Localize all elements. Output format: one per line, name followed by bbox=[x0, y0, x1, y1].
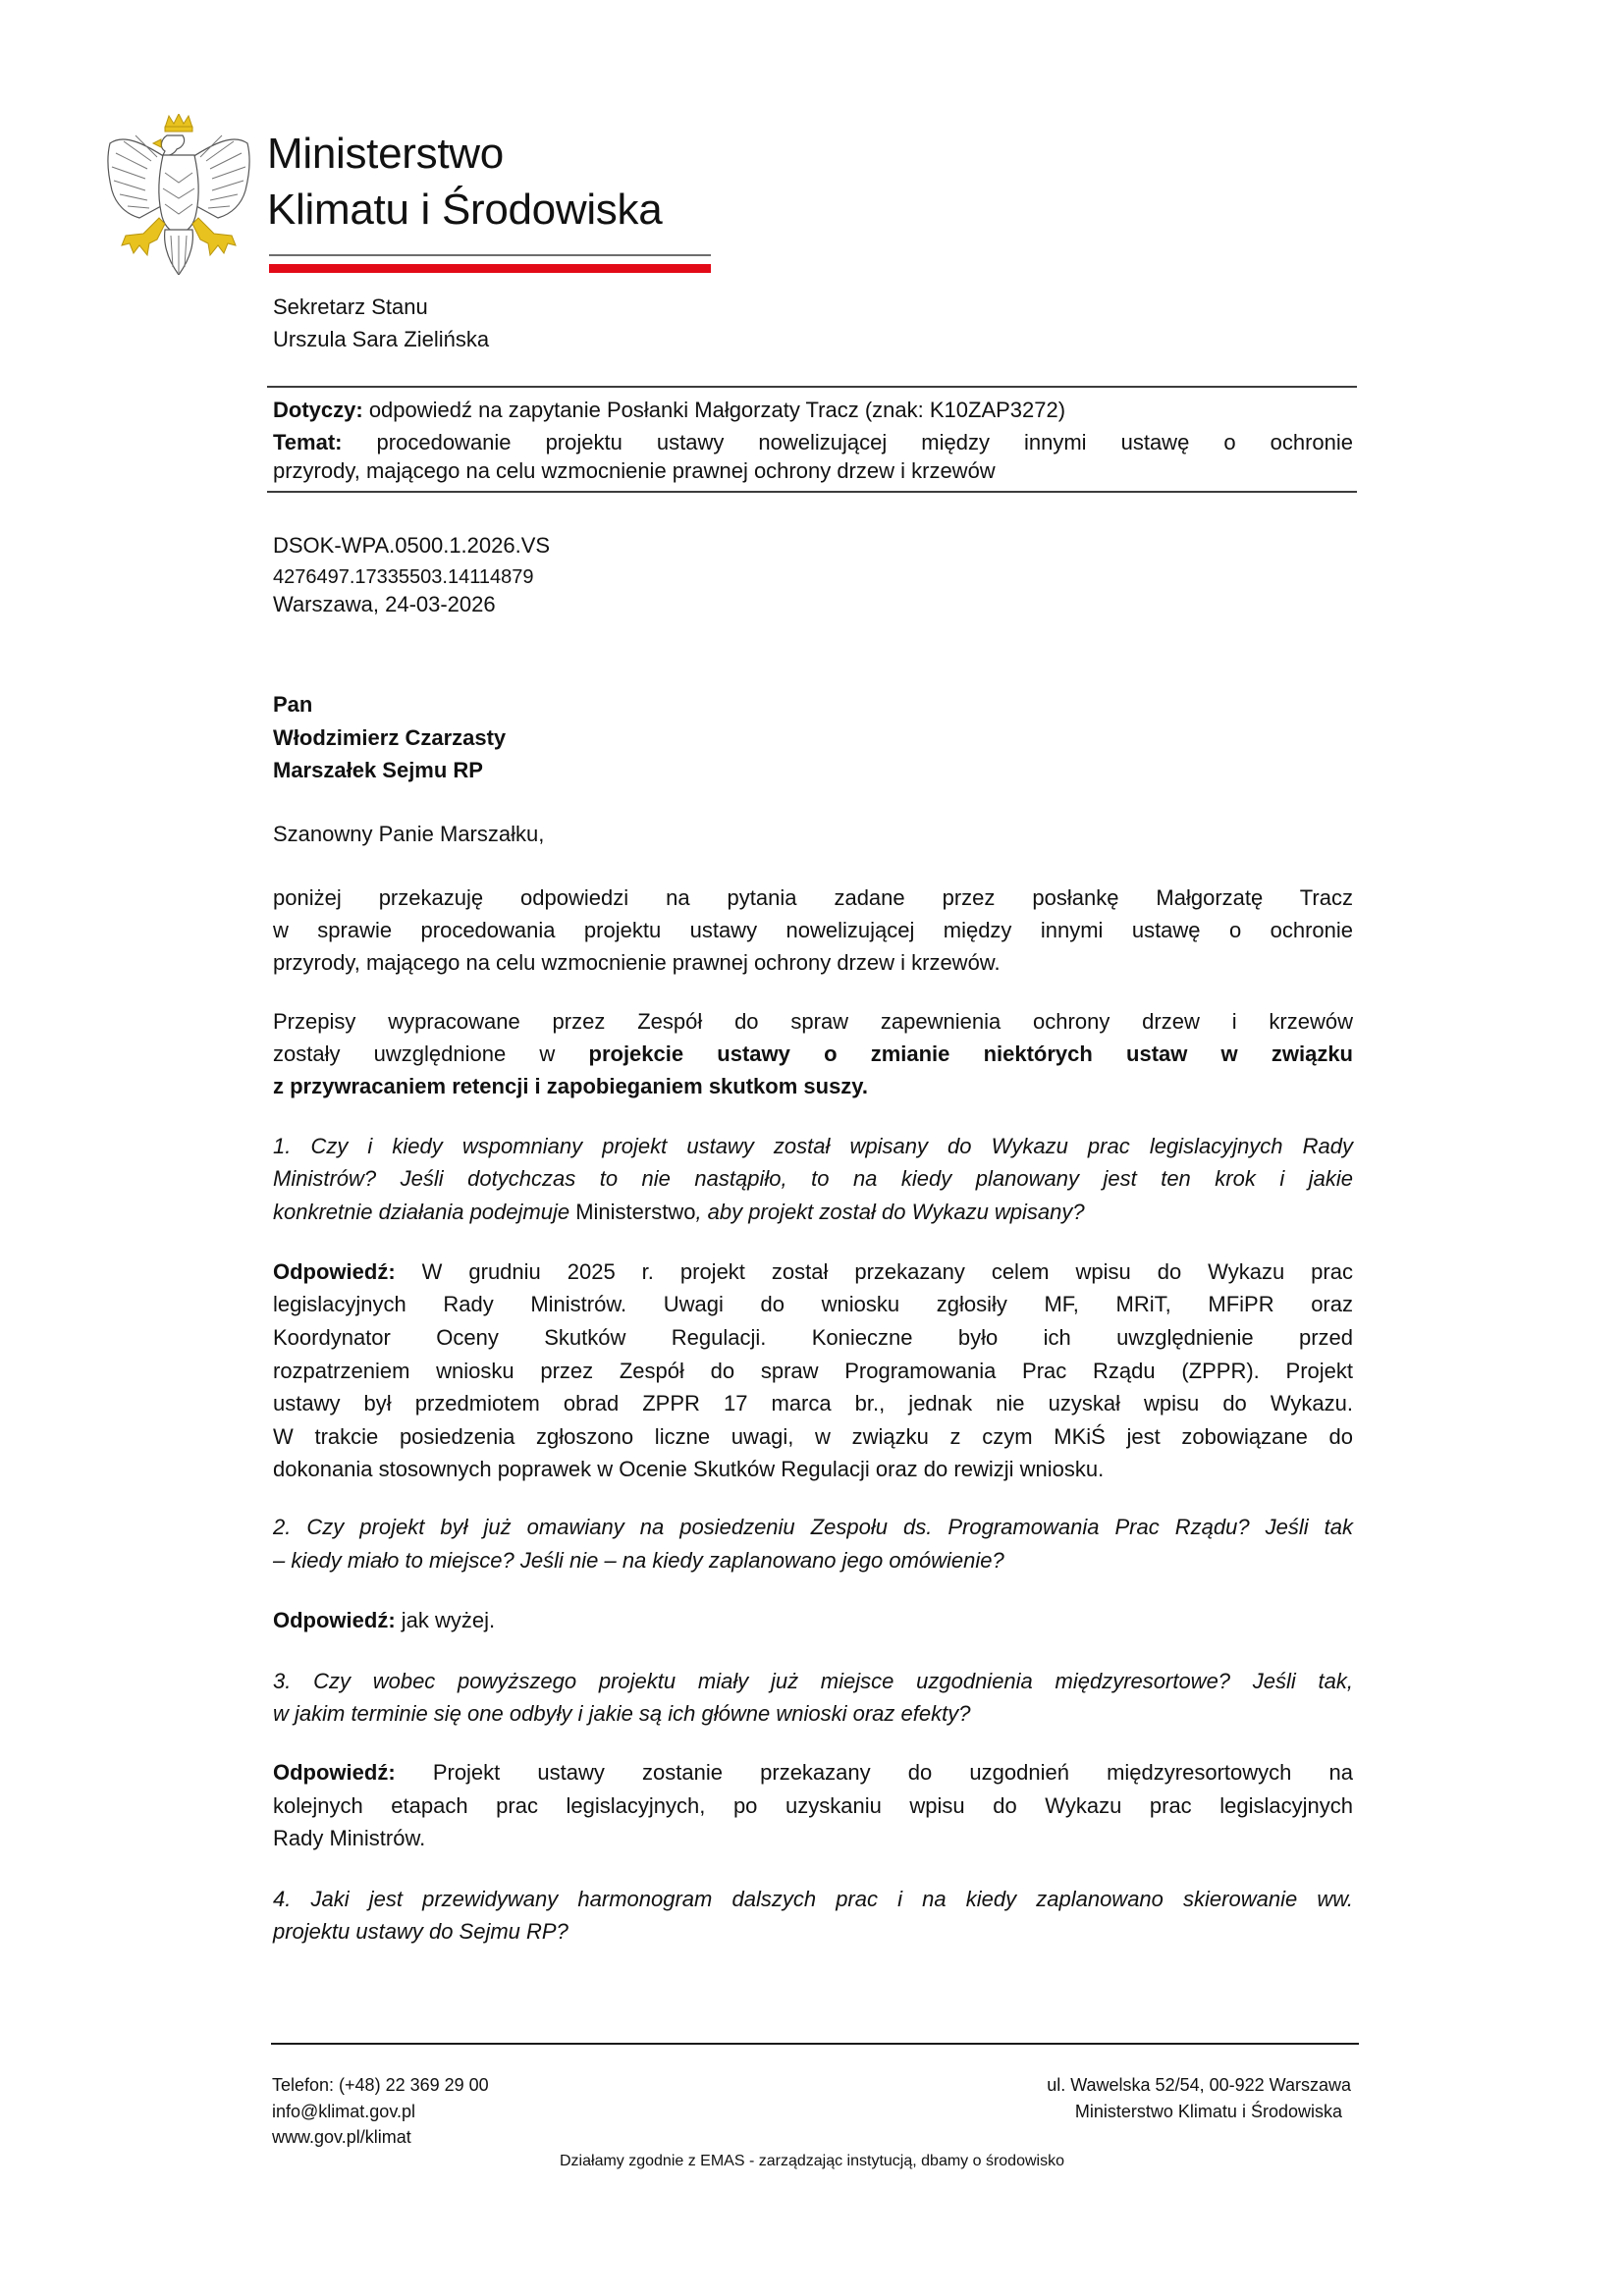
question-1-line bbox=[273, 1200, 1353, 1225]
temat-text-line1: procedowanie projektu ustawy nowelizującej między innymi ustawę o ochronie bbox=[376, 430, 1353, 454]
footer-email[interactable]: info@klimat.gov.pl bbox=[272, 2102, 415, 2121]
question-text-upright: Ministerstwo bbox=[575, 1200, 696, 1224]
place-date: Warszawa, 24-03-2026 bbox=[273, 592, 496, 616]
subject-bottom-rule bbox=[267, 491, 1357, 493]
answer-label: Odpowiedź: bbox=[273, 1760, 396, 1785]
question-1-line: Ministrów? Jeśli dotychczas to nie nastąpiło, to na kiedy planowany jest ten krok i jakie bbox=[273, 1166, 1353, 1191]
question-3-line: 3. Czy wobec powyższego projektu miały już miejsce uzgodnienia międzyresortowe? Jeśli tak, bbox=[273, 1669, 1353, 1693]
answer-label: Odpowiedź: bbox=[273, 1608, 396, 1632]
answer-3-line: kolejnych etapach prac legislacyjnych, po uzyskaniu wpisu do Wykazu prac legislacyjnych bbox=[273, 1793, 1353, 1818]
intro-line: przyrody, mającego na celu wzmocnienie prawnej ochrony drzew i krzewów. bbox=[273, 950, 1001, 975]
dotyczy-label: Dotyczy: bbox=[273, 398, 363, 422]
question-3-line: w jakim terminie się one odbyły i jakie są ich główne wnioski oraz efekty? bbox=[273, 1701, 971, 1726]
footer-rule bbox=[271, 2043, 1359, 2045]
question-1-line: 1. Czy i kiedy wspomniany projekt ustawy został wpisany do Wykazu prac legislacyjnych Rady bbox=[273, 1134, 1353, 1158]
answer-1-line: rozpatrzeniem wniosku przez Zespół do spraw Programowania Prac Rządu (ZPPR). Projekt bbox=[273, 1359, 1353, 1383]
emblem-icon bbox=[104, 114, 253, 275]
question-text: , aby projekt został do Wykazu wpisany? bbox=[695, 1200, 1085, 1224]
answer-1-line: Koordynator Oceny Skutków Regulacji. Konieczne było ich uwzględnienie przed bbox=[273, 1325, 1353, 1350]
subject-temat-line1 bbox=[273, 430, 1353, 455]
case-number: DSOK-WPA.0500.1.2026.VS bbox=[273, 533, 551, 558]
addressee-position: Marszałek Sejmu RP bbox=[273, 758, 483, 782]
answer-text: W grudniu 2025 r. projekt został przekazany celem wpisu do Wykazu prac bbox=[421, 1259, 1353, 1284]
sender-position: Sekretarz Stanu bbox=[273, 294, 428, 319]
intro-line: w sprawie procedowania projektu ustawy nowelizującej między innymi ustawę o ochronie bbox=[273, 918, 1353, 942]
footer-address: ul. Wawelska 52/54, 00-922 Warszawa bbox=[1047, 2075, 1351, 2095]
answer-3-line: Rady Ministrów. bbox=[273, 1826, 426, 1850]
question-2-line: 2. Czy projekt był już omawiany na posiedzeniu Zespołu ds. Programowania Prac Rządu? Jeśli tak bbox=[273, 1515, 1353, 1539]
ministry-name-line2: Klimatu i Środowiska bbox=[267, 186, 663, 234]
answer-1-line bbox=[273, 1259, 1353, 1285]
footer-website[interactable]: www.gov.pl/klimat bbox=[272, 2127, 411, 2147]
document-id: 4276497.17335503.14114879 bbox=[273, 566, 534, 588]
answer-1-line: W trakcie posiedzenia zgłoszono liczne uwagi, w związku z czym MKiŚ jest zobowiązane do bbox=[273, 1424, 1353, 1449]
bill-title-bold: projekcie ustawy o zmianie niektórych ustaw w związku bbox=[588, 1041, 1353, 1066]
provisions-text: zostały uwzględnione w bbox=[273, 1041, 556, 1066]
logo-divider-gray bbox=[269, 254, 711, 256]
addressee-title: Pan bbox=[273, 692, 313, 717]
provisions-line: Przepisy wypracowane przez Zespół do spraw zapewnienia ochrony drzew i krzewów bbox=[273, 1009, 1353, 1034]
question-4-line: projektu ustawy do Sejmu RP? bbox=[273, 1919, 568, 1944]
answer-text: jak wyżej. bbox=[401, 1608, 496, 1632]
greeting: Szanowny Panie Marszałku, bbox=[273, 822, 545, 846]
subject-top-rule bbox=[267, 386, 1357, 388]
dotyczy-text: odpowiedź na zapytanie Posłanki Małgorzaty Tracz (znak: K10ZAP3272) bbox=[368, 398, 1066, 422]
subject-temat-line2: przyrody, mającego na celu wzmocnienie prawnej ochrony drzew i krzewów bbox=[273, 458, 996, 483]
footer-emas-note: Działamy zgodnie z EMAS - zarządzając instytucją, dbamy o środowisko bbox=[560, 2153, 1064, 2169]
answer-2-line bbox=[273, 1608, 1353, 1633]
answer-1-line: legislacyjnych Rady Ministrów. Uwagi do wniosku zgłosiły MF, MRiT, MFiPR oraz bbox=[273, 1292, 1353, 1316]
sender-name: Urszula Sara Zielińska bbox=[273, 327, 490, 351]
question-text: konkretnie działania podejmuje bbox=[273, 1200, 576, 1224]
footer-phone: Telefon: (+48) 22 369 29 00 bbox=[272, 2075, 489, 2095]
question-2-line: – kiedy miało to miejsce? Jeśli nie – na kiedy zaplanowano jego omówienie? bbox=[273, 1548, 1004, 1573]
logo-divider-red bbox=[269, 264, 711, 273]
subject-dotyczy bbox=[273, 398, 1353, 423]
addressee-name: Włodzimierz Czarzasty bbox=[273, 725, 507, 750]
intro-line: poniżej przekazuję odpowiedzi na pytania zadane przez posłankę Małgorzatę Tracz bbox=[273, 885, 1353, 910]
answer-1-line: dokonania stosownych poprawek w Ocenie Skutków Regulacji oraz do rewizji wniosku. bbox=[273, 1457, 1105, 1481]
ministry-name-line1: Ministerstwo bbox=[267, 130, 504, 178]
answer-text: Projekt ustawy zostanie przekazany do uzgodnień międzyresortowych na bbox=[432, 1760, 1353, 1785]
answer-3-line bbox=[273, 1760, 1353, 1786]
temat-label: Temat: bbox=[273, 430, 343, 454]
answer-label: Odpowiedź: bbox=[273, 1259, 396, 1284]
bill-title-bold: z przywracaniem retencji i zapobieganiem skutkom suszy. bbox=[273, 1074, 869, 1098]
question-4-line: 4. Jaki jest przewidywany harmonogram dalszych prac i na kiedy zaplanowano skierowanie ww. bbox=[273, 1887, 1353, 1911]
answer-1-line: ustawy był przedmiotem obrad ZPPR 17 marca br., jednak nie uzyskał wpisu do Wykazu. bbox=[273, 1391, 1353, 1415]
provisions-line bbox=[273, 1041, 1353, 1067]
footer-institution: Ministerstwo Klimatu i Środowiska bbox=[1074, 2102, 1342, 2121]
